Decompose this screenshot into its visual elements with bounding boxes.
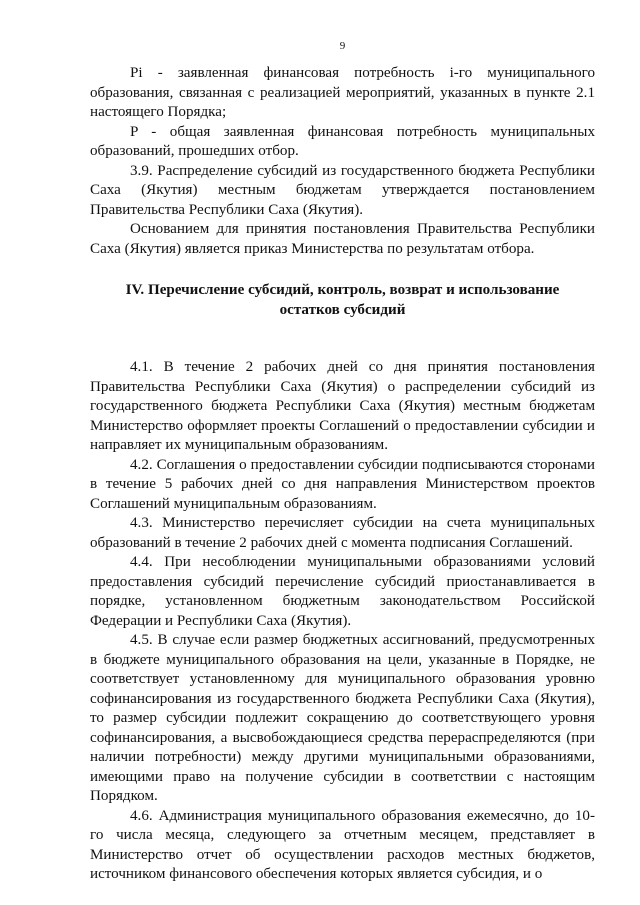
paragraph-4-2: 4.2. Соглашения о предоставлении субсидии подписываются сторонами в течение 5 рабочих дней со дня направления Министерством проектов Соглашений муниципальным образованиям.	[90, 456, 595, 512]
paragraph-3-9: 3.9. Распределение субсидий из государственного бюджета Республики Саха (Якутия) местным бюджетам утверждается постановлением Правительства Республики Саха (Якутия).	[90, 162, 595, 218]
page-number: 9	[339, 40, 346, 52]
section-heading: IV. Перечисление субсидий, контроль, возврат и использование остатков субсидий	[125, 282, 560, 318]
paragraph-4-1: 4.1. В течение 2 рабочих дней со дня принятия постановления Правительства Республики Саха (Якутия) о распределении субсидий из государственного бюджета Республики Саха (Якутия) местным бюджетам Министерство оформляет проекты Соглашений о предоставлении субсидии и направляет их муниципальным образованиям.	[90, 359, 595, 453]
paragraph-p-definition: P - общая заявленная финансовая потребность муниципальных образований, прошедших отбор.	[90, 123, 595, 159]
paragraph-4-3: 4.3. Министерство перечисляет субсидии на счета муниципальных образований в течение 2 рабочих дней с момента подписания Соглашений.	[90, 515, 595, 551]
paragraph-basis: Основанием для принятия постановления Правительства Республики Саха (Якутия) является приказ Министерства по результатам отбора.	[90, 221, 595, 257]
paragraph-4-5: 4.5. В случае если размер бюджетных ассигнований, предусмотренных в бюджете муниципального образования на цели, указанные в Порядке, не соответствует установленному для муниципального образования уровню софинансирования из государственного бюджета Республики Саха (Якутия), то размер субсидии подлежит сокращению до соответствующего уровня софинансирования, а высвобождающиеся средства перераспределяются (при наличии потребности) между другими муниципальными образованиями, имеющими право на получение субсидии в соответствии с настоящим Порядком.	[90, 632, 595, 804]
heading-spacer	[90, 320, 595, 358]
paragraph-4-6: 4.6. Администрация муниципального образования ежемесячно, до 10-го числа месяца, следующего за отчетным месяцем, представляет в Министерство отчет об осуществлении расходов местных бюджетов, источником финансового обеспечения которых является субсидия, и о	[90, 807, 595, 882]
paragraph-pi-definition: Pi - заявленная финансовая потребность i-го муниципального образования, связанная с реализацией мероприятий, указанных в пункте 2.1 настоящего Порядка;	[90, 65, 595, 120]
document-body	[90, 64, 595, 885]
paragraph-4-4: 4.4. При несоблюдении муниципальными образованиями условий предоставления субсидий перечисление субсидий приостанавливается в порядке, установленном бюджетным законодательством Российской Федерации и Республики Саха (Якутия).	[90, 554, 595, 629]
